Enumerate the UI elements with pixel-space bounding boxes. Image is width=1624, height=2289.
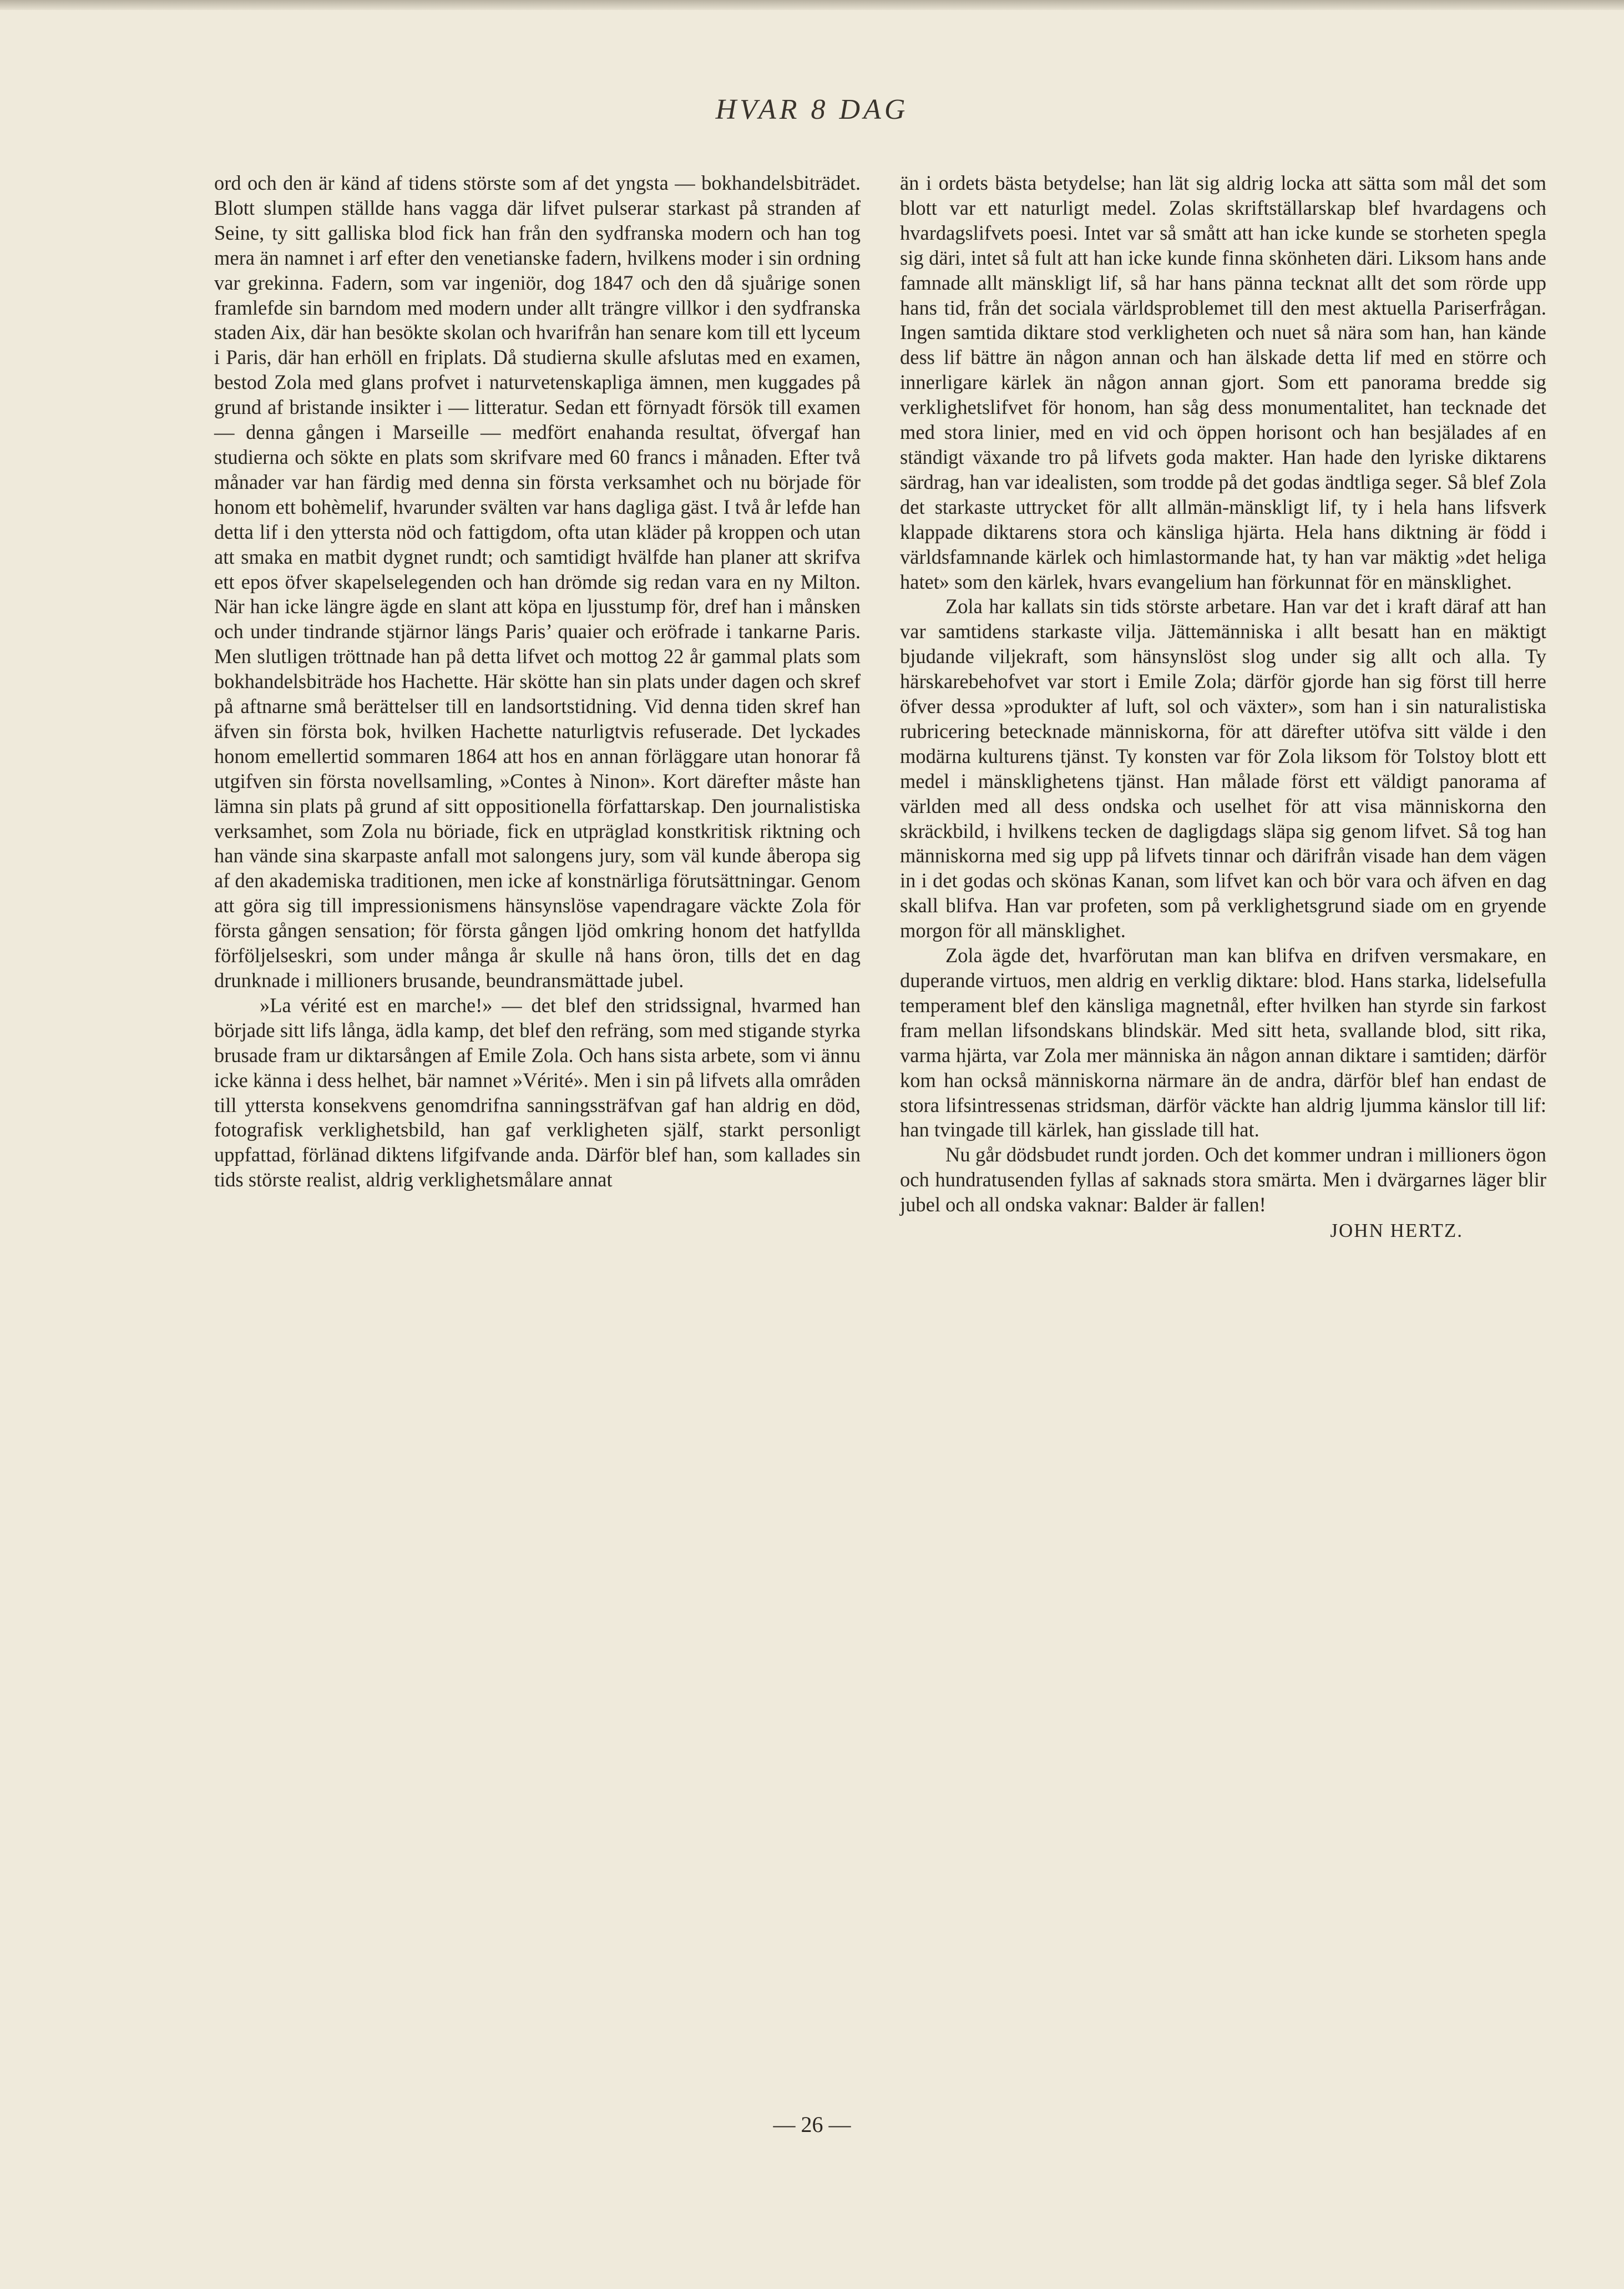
author-signature: JOHN HERTZ. (1330, 1220, 1463, 1242)
paragraph: Zola ägde det, hvarförutan man kan blifva en drifven versmakare, en duperande virtuos, men aldrig en verklig diktare: blod. Hans starka, lidelsefulla temperament blef den känsliga magnetnål, efter hvilken han styrde sin farkost fram mellan lifsondskans blindskär. Med sitt heta, svallande blod, sitt rika, varma hjärta, var Zola mer människa än någon annan diktare i samtiden; därför kom han också människorna närmare än de andra, därför blef han endast de stora lifsintressenas stridsman, därför väckte han aldrig ljumma känslor till lif: han tvingade till kärlek, han gisslade till hat. (900, 944, 1546, 1141)
paragraph: än i ordets bästa betydelse; han lät sig aldrig locka att sätta som mål det som blott var ett naturligt medel. Zolas skriftställarskap blef hvardagens och hvardagslifvets poesi. Intet var så smått att han icke kunde se storheten spegla sig däri, intet så fult att han icke kunde finna skönheten däri. Liksom hans ande famnade allt mänskligt lif, så har hans pänna tecknat allt det som rörde upp hans tid, från det sociala världsproblemet till den mest aktuella Pariserfrågan. Ingen samtida diktare stod verkligheten och nuet så nära som han, han kände dess lif bättre än någon annan och han älskade detta lif med en större och innerligare kärlek än någon annan gjort. Som ett panorama bredde sig verklighetslifvet för honom, han såg dess monumentalitet, han tecknade det med stora linier, med en vid och öppen horisont och han besjälades af en ständigt växande tro på lifvets goda makter. Han hade den lyriske diktarens särdrag, han var idealisten, som trodde på det godas ändtliga seger. Så blef Zola det starkaste uttrycket för allt allmän-mänskligt lif, ty i hela hans lifsverk klappade diktarens stora och känsliga hjärta. Hela hans diktning är född i världsfamnande kärlek och himlastormande hat, ty han var mäktig »det heliga hatet» som den kärlek, hvars evangelium han förkunnat för en mänsklighet. (900, 171, 1546, 593)
right-column (900, 171, 1546, 1244)
paragraph: ord och den är känd af tidens störste som af det yngsta — bokhandelsbiträdet. Blott slumpen ställde hans vagga där lifvet pulserar starkast på stranden af Seine, ty sitt galliska blod fick han från den sydfranska modern och han tog mera än namnet i arf efter den venetianske fadern, hvilkens moder i sin ordning var grekinna. Fadern, som var ingeniör, dog 1847 och den då sjuårige sonen framlefde sin barndom med modern under allt trängre villkor i den sydfranska staden Aix, där han besökte skolan och hvarifrån han senare kom till ett lyceum i Paris, där han erhöll en friplats. Då studierna skulle afslutas med en examen, bestod Zola med glans profvet i naturvetenskapliga ämnen, men kuggades på grund af bristande insikter i — litteratur. Sedan ett förnyadt försök till examen — denna gången i Marseille — medfört enahanda resultat, öfvergaf han studierna och sökte en plats som skrifvare med 60 francs i månaden. Efter två månader var han färdig med denna sin första verksamhet och nu började för honom ett bohèmelif, hvarunder svälten var hans dagliga gäst. I två år lefde han detta lif i den yttersta nöd och fattigdom, ofta utan kläder på kroppen och utan att smaka en matbit dygnet rundt; och samtidigt hvälfde han planer att skrifva ett epos öfver skapelselegenden och han drömde sig redan vara en ny Milton. När han icke längre ägde en slant att köpa en ljusstump för, dref han i månsken och under tindrande stjärnor längs Paris’ quaier och eröfrade i tankarne Paris. Men slutligen tröttnade han på detta lifvet och mottog 22 år gammal plats som bokhandelsbiträde hos Hachette. Här skötte han sin plats under dagen och skref på aftnarne små berättelser till en landsortstidning. Vid denna tiden skref han äfven sin första bok, hvilken Hachette naturligtvis refuserade. Det lyckades honom emellertid sommaren 1864 att hos en annan förläggare utan honorar få utgifven sin första novellsamling, »Contes à Ninon». Kort därefter måste han lämna sin plats på grund af sitt oppositionella författarskap. Den journalistiska verksamhet, som Zola nu böriade, fick en utpräglad konstkritisk riktning och han vände sina skarpaste anfall mot salongens jury, som väl kunde åberopa sig af den akademiska traditionen, men icke af konstnärliga förutsättningar. Genom att göra sig till impressionismens hänsynslöse vapendragare väckte Zola för första gången sensation; för första gången ljöd omkring honom det hatfyllda förföljelseskri, som under många år skulle nå hans öron, tills det en dag drunknade i millioners brusande, beundransmättade jubel. (214, 171, 861, 992)
page-top-edge (0, 0, 1624, 10)
paragraph: »La vérité est en marche!» — det blef den stridssignal, hvarmed han började sitt lifs långa, ädla kamp, det blef den refräng, som med stigande styrka brusade fram ur diktarsången af Emile Zola. Och hans sista arbete, som vi ännu icke känna i dess helhet, bär namnet »Vérité». Men i sin på lifvets alla områden till yttersta konsekvens genomdrifna sanningssträfvan gaf han aldrig en död, fotografisk verklighetsbild, han gaf verkligheten själf, starkt personligt uppfattad, förlänad diktens lifgifvande anda. Därför blef han, som kallades sin tids störste realist, aldrig verklighetsmålare annat (214, 993, 861, 1191)
page-number: — 26 — (773, 2112, 851, 2137)
running-header: HVAR 8 DAG (715, 94, 909, 125)
left-column (214, 171, 861, 1192)
paragraph: Nu går dödsbudet rundt jorden. Och det kommer undran i millioners ögon och hundratusenden fyllas af saknads stora smärta. Men i dvärgarnes läger blir jubel och all ondska vaknar: Balder är fallen! (900, 1143, 1546, 1216)
paragraph: Zola har kallats sin tids störste arbetare. Han var det i kraft däraf att han var samtidens starkaste vilja. Jättemänniska i allt besatt han en mäktigt bjudande viljekraft, som hänsynslöst slog under sig allt och alla. Ty härskarebehofvet var stort i Emile Zola; därför gjorde han sig först till herre öfver dessa »produkter af luft, sol och växter», som han i sin naturalistiska rubricering betecknade människorna, för att därefter utöfva sitt välde i den modärna kulturens tjänst. Ty konsten var för Zola liksom för Tolstoy blott ett medel i mänsklighetens tjänst. Han målade först ett väldigt panorama af världen med all dess ondska och uselhet för att visa människorna den skräckbild, i hvilkens tecken de dagligdags släpa sig genom lifvet. Så tog han människorna med sig upp på lifvets tinnar och därifrån visade han dem vägen in i det godas och skönas Kanan, som lifvet kan och bör vara och äfven en dag skall blifva. Han var profeten, som på verklighetsgrund siade om en gryende morgon för all mänsklighet. (900, 595, 1546, 942)
